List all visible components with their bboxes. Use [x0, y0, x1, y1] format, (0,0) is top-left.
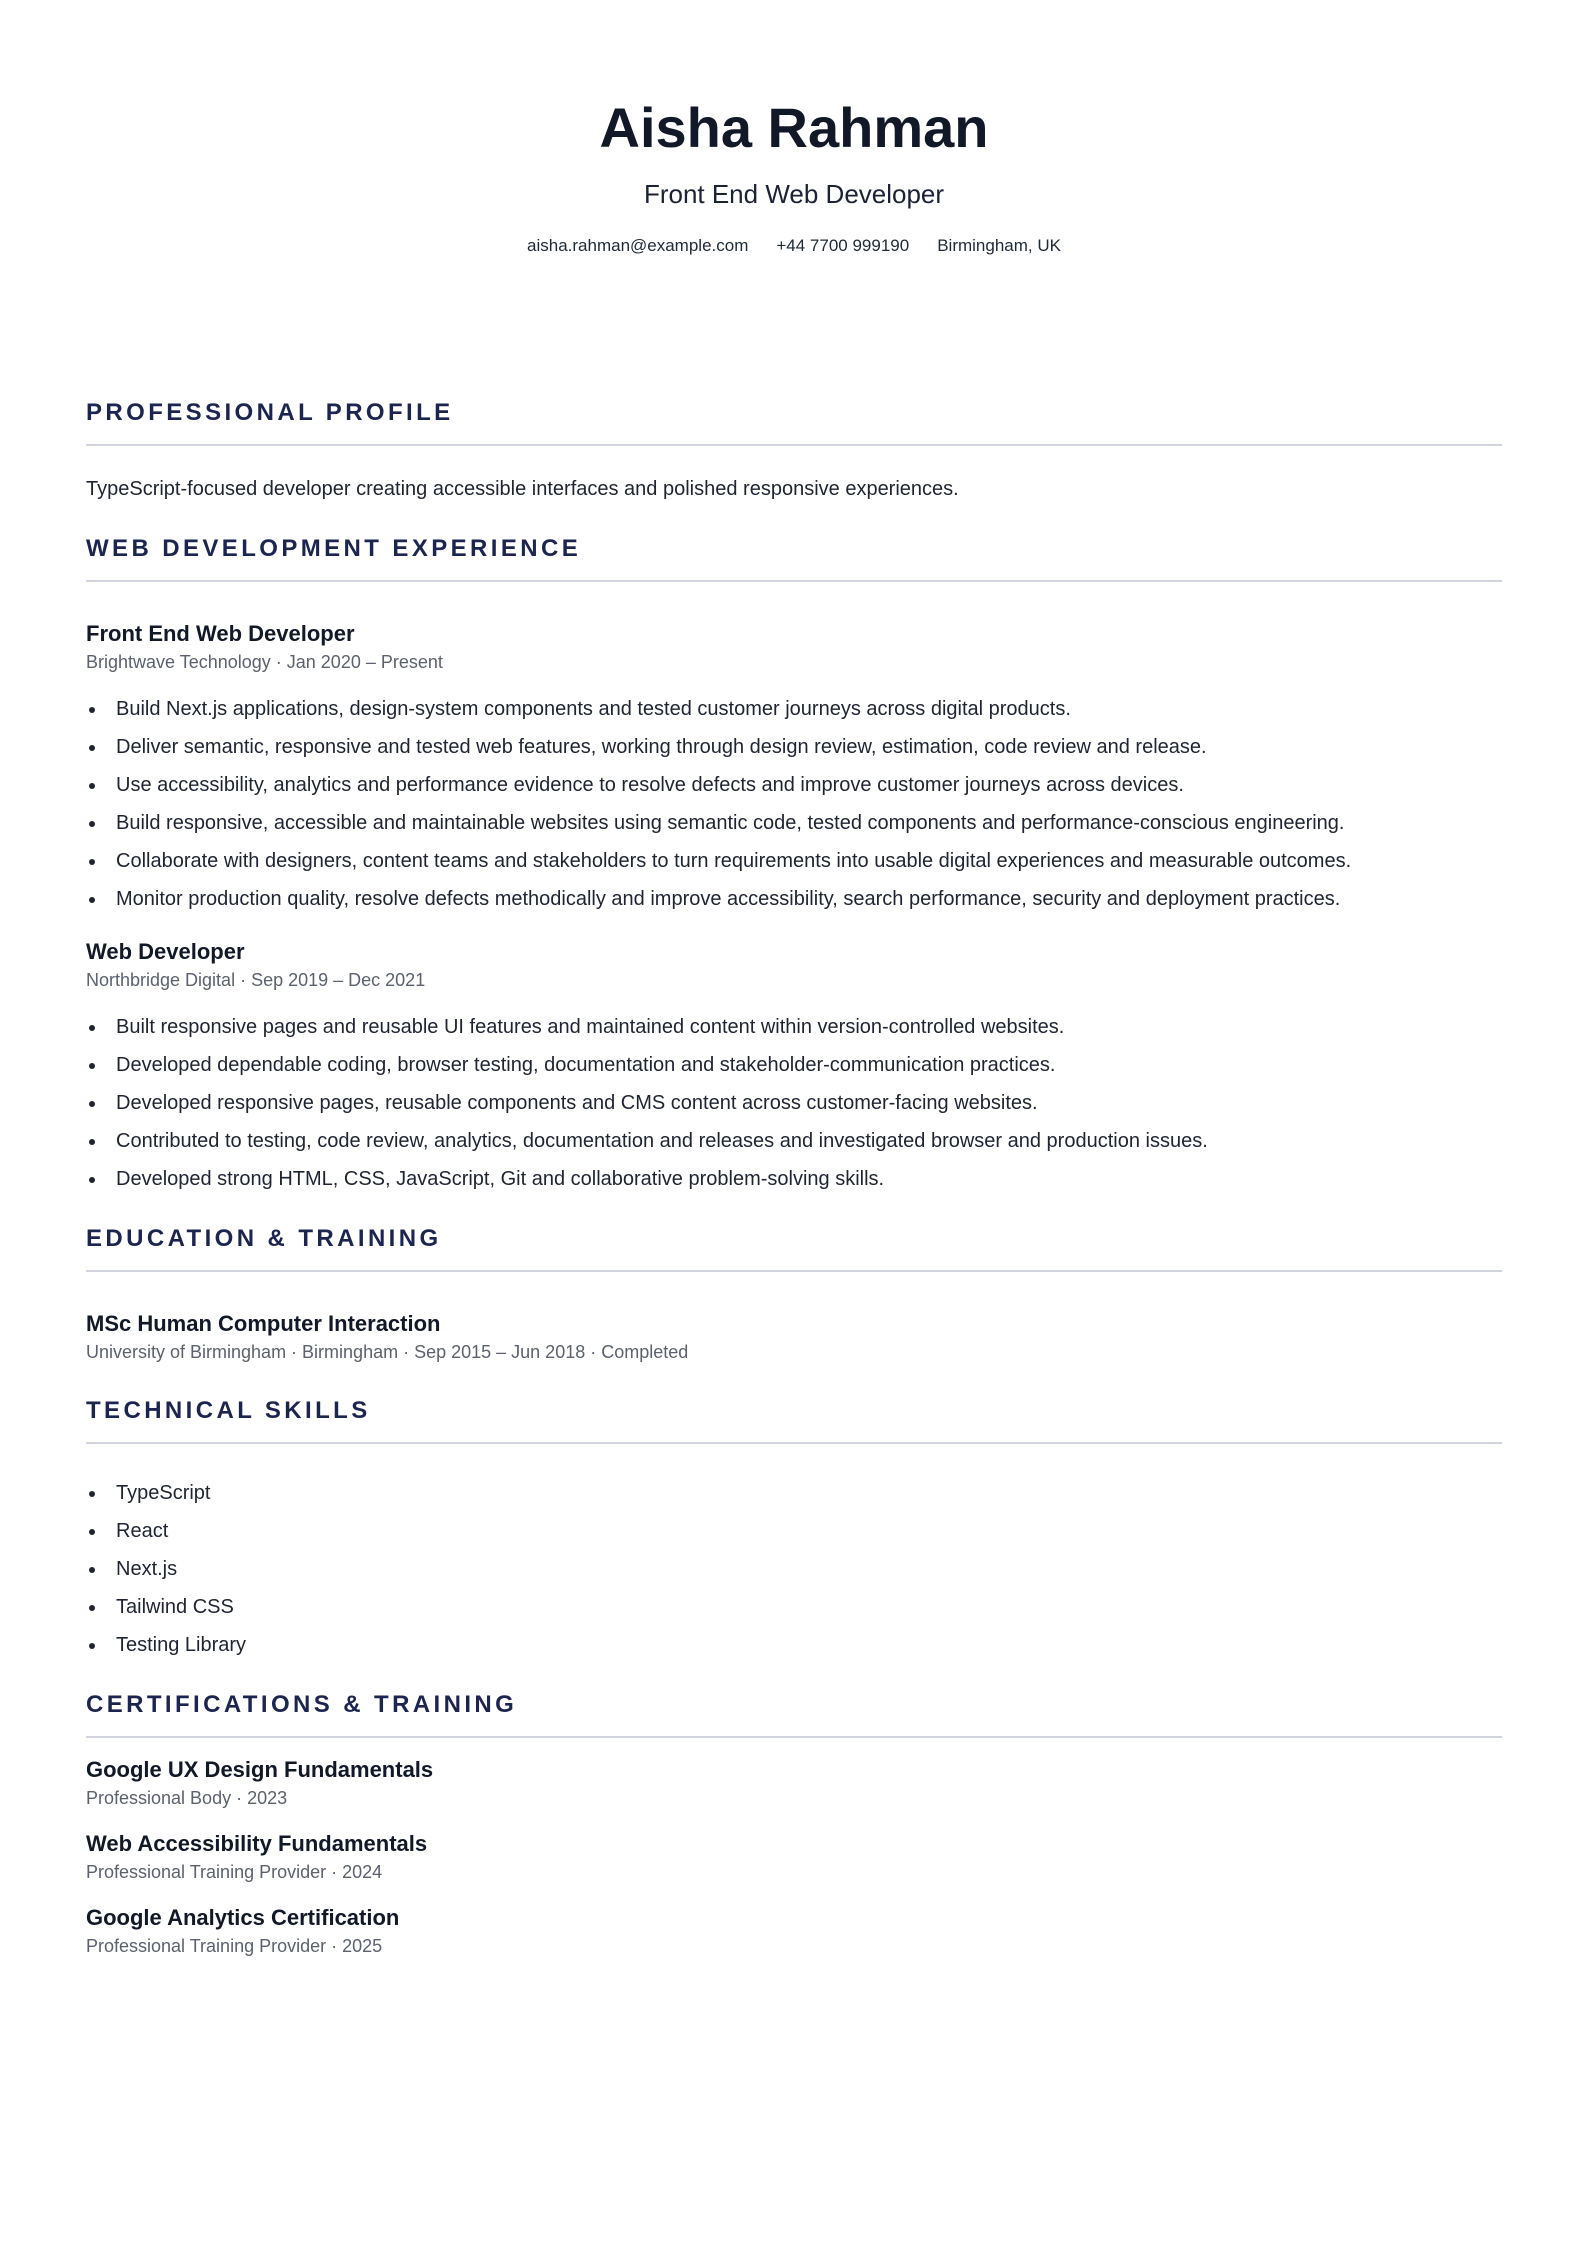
- cert-title: Google UX Design Fundamentals: [86, 1757, 434, 1782]
- cert-entry: [86, 1904, 1502, 1958]
- cert-title: Google Analytics Certification: [86, 1905, 400, 1930]
- job-meta: Northbridge Digital · Sep 2019 – Dec 2021: [86, 970, 426, 990]
- education-entry: [86, 1310, 1502, 1364]
- candidate-name: Aisha Rahman: [599, 96, 989, 159]
- skills-list: [86, 1480, 1502, 1658]
- list-item: Use accessibility, analytics and performance evidence to resolve defects and improve customer journeys across devices.: [86, 772, 1502, 798]
- list-item: Testing Library: [86, 1632, 1502, 1658]
- list-item: Developed responsive pages, reusable components and CMS content across customer-facing websites.: [86, 1090, 1502, 1116]
- cert-entry: [86, 1830, 1502, 1884]
- list-item: React: [86, 1518, 1502, 1544]
- degree-meta: University of Birmingham · Birmingham · Sep 2015 – Jun 2018 · Completed: [86, 1342, 689, 1362]
- experience-section: [86, 534, 1502, 1192]
- cert-meta: Professional Body · 2023: [86, 1788, 288, 1808]
- section-divider: [86, 1442, 1502, 1444]
- section-heading: PROFESSIONAL PROFILE: [86, 399, 454, 426]
- list-item: Collaborate with designers, content teams and stakeholders to turn requirements into usable digital experiences and measurable outcomes.: [86, 848, 1502, 874]
- job-title: Front End Web Developer: [86, 621, 355, 646]
- contact-phone: +44 7700 999190: [776, 236, 910, 255]
- list-item: TypeScript: [86, 1480, 1502, 1506]
- section-heading: WEB DEVELOPMENT EXPERIENCE: [86, 535, 582, 562]
- contact-location: Birmingham, UK: [937, 236, 1061, 255]
- profile-section: [86, 398, 1502, 502]
- cert-entry: [86, 1756, 1502, 1810]
- list-item: Next.js: [86, 1556, 1502, 1582]
- list-item: Deliver semantic, responsive and tested web features, working through design review, estimation, code review and release.: [86, 734, 1502, 760]
- list-item: Developed strong HTML, CSS, JavaScript, Git and collaborative problem-solving skills.: [86, 1166, 1502, 1192]
- job-entry: [86, 938, 1502, 1192]
- section-heading: TECHNICAL SKILLS: [86, 1397, 371, 1424]
- contact-email: aisha.rahman@example.com: [527, 236, 749, 255]
- contact-line: [86, 236, 1502, 256]
- cert-meta: Professional Training Provider · 2024: [86, 1862, 383, 1882]
- section-heading: EDUCATION & TRAINING: [86, 1225, 442, 1252]
- list-item: Contributed to testing, code review, analytics, documentation and releases and investigated browser and production issues.: [86, 1128, 1502, 1154]
- job-bullets: [86, 696, 1502, 912]
- section-divider: [86, 1270, 1502, 1272]
- section-divider: [86, 444, 1502, 446]
- list-item: Built responsive pages and reusable UI features and maintained content within version-controlled websites.: [86, 1014, 1502, 1040]
- profile-summary: TypeScript-focused developer creating accessible interfaces and polished responsive experiences.: [86, 478, 959, 500]
- education-section: [86, 1224, 1502, 1364]
- job-entry: [86, 620, 1502, 912]
- cert-meta: Professional Training Provider · 2025: [86, 1936, 383, 1956]
- list-item: Monitor production quality, resolve defects methodically and improve accessibility, search performance, security and deployment practices.: [86, 886, 1502, 912]
- job-title: Web Developer: [86, 939, 245, 964]
- section-heading: CERTIFICATIONS & TRAINING: [86, 1691, 518, 1718]
- list-item: Tailwind CSS: [86, 1594, 1502, 1620]
- cert-title: Web Accessibility Fundamentals: [86, 1831, 428, 1856]
- section-divider: [86, 580, 1502, 582]
- candidate-title: Front End Web Developer: [643, 179, 945, 209]
- degree-title: MSc Human Computer Interaction: [86, 1311, 441, 1336]
- certifications-section: [86, 1690, 1502, 1958]
- list-item: Build Next.js applications, design-system components and tested customer journeys across digital products.: [86, 696, 1502, 722]
- list-item: Developed dependable coding, browser testing, documentation and stakeholder-communication practices.: [86, 1052, 1502, 1078]
- job-meta: Brightwave Technology · Jan 2020 – Present: [86, 652, 443, 672]
- job-bullets: [86, 1014, 1502, 1192]
- resume-header: [86, 0, 1502, 256]
- skills-section: [86, 1396, 1502, 1658]
- list-item: Build responsive, accessible and maintainable websites using semantic code, tested components and performance-conscious engineering.: [86, 810, 1502, 836]
- section-divider: [86, 1736, 1502, 1738]
